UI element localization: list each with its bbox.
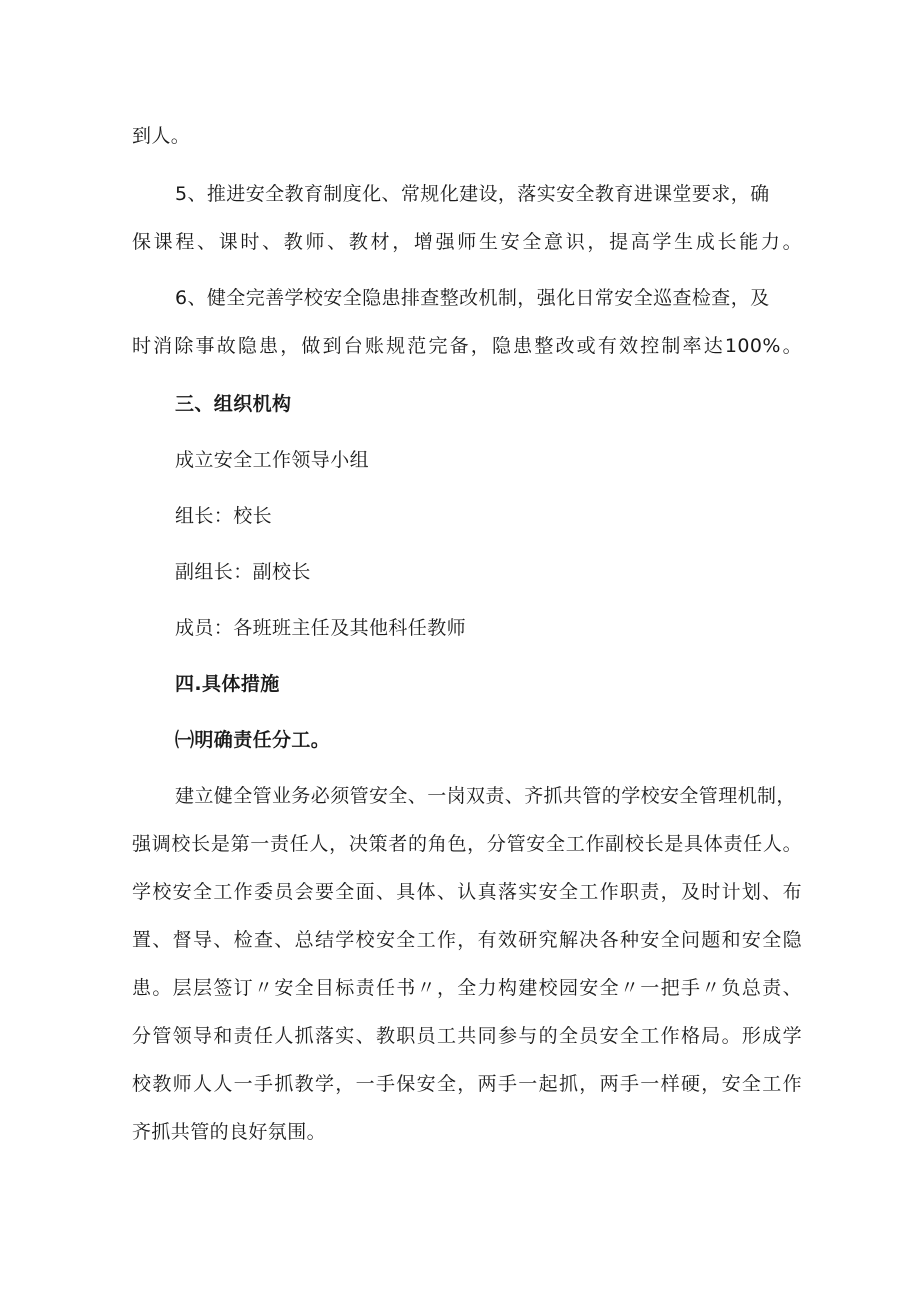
org-members: 成员：各班班主任及其他科任教师: [175, 617, 467, 639]
body-paragraph-line: 置、督导、检查、总结学校安全工作，有效研究解决各种安全问题和安全隐: [132, 929, 802, 951]
body-paragraph-line: 分管领导和责任人抓落实、教职员工共同参与的全员安全工作格局。形成学: [132, 1025, 802, 1047]
subsection-heading-responsibility: ㈠明确责任分工。: [175, 729, 331, 751]
body-paragraph-line: 建立健全管业务必须管安全、一岗双责、齐抓共管的学校安全管理机制，: [175, 785, 796, 807]
list-item-5-line-1: 5、推进安全教育制度化、常规化建设，落实安全教育进课堂要求，确: [175, 183, 770, 205]
body-paragraph-line: 齐抓共管的良好氛围。: [132, 1121, 327, 1143]
org-leader: 组长：校长: [175, 505, 273, 527]
body-paragraph-line: 患。层层签订〃安全目标责任书〃，全力构建校园安全〃一把手〃负总责、: [132, 977, 802, 999]
org-deputy-leader: 副组长：副校长: [175, 561, 311, 583]
org-group-title: 成立安全工作领导小组: [175, 449, 370, 471]
section-heading-measures: 四.具体措施: [175, 673, 280, 695]
paragraph-line: 到人。: [132, 125, 191, 147]
body-paragraph-line: 学校安全工作委员会要全面、具体、认真落实安全工作职责，及时计划、布: [132, 881, 802, 903]
section-heading-organization: 三、组织机构: [175, 393, 292, 415]
list-item-6-line-2: 时消除事故隐患，做到台账规范完备，隐患整改或有效控制率达100%。: [132, 335, 802, 357]
body-paragraph-line: 校教师人人一手抓教学，一手保安全，两手一起抓，两手一样硬，安全工作: [132, 1073, 802, 1095]
list-item-5-line-2: 保课程、课时、教师、教材，增强师生安全意识，提高学生成长能力。: [132, 231, 802, 253]
list-item-6-line-1: 6、健全完善学校安全隐患排查整改机制，强化日常安全巡查检查，及: [175, 287, 770, 309]
body-paragraph-line: 强调校长是第一责任人，决策者的角色，分管安全工作副校长是具体责任人。: [132, 833, 802, 855]
